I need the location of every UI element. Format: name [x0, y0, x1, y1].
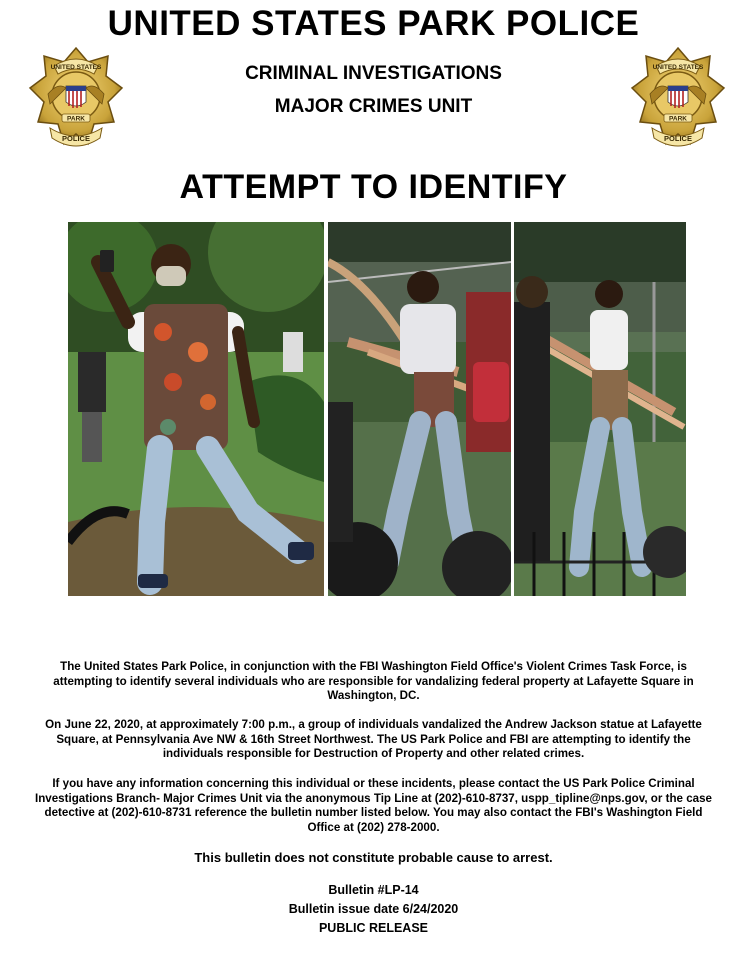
agency-title: UNITED STATES PARK POLICE [107, 4, 640, 43]
headline: ATTEMPT TO IDENTIFY [179, 168, 568, 206]
release-status: PUBLIC RELEASE [318, 921, 429, 935]
badge-text-bottom: POLICE [62, 134, 90, 143]
badge-text-top: UNITED STATES [652, 64, 704, 71]
badge-text-mid: PARK [669, 115, 687, 123]
suspect-photo-fence-pull [514, 222, 686, 596]
bulletin-issue-date: Bulletin issue date 6/24/2020 [288, 902, 459, 916]
badge-text-top: UNITED STATES [50, 64, 102, 71]
unit-title: MAJOR CRIMES UNIT [274, 96, 473, 117]
bulletin-number: Bulletin #LP-14 [328, 883, 419, 897]
disclaimer: This bulletin does not constitute probable cause to arrest. [194, 850, 553, 865]
division-title: CRIMINAL INVESTIGATIONS [245, 63, 502, 84]
paragraph-contact: If you have any information concerning this individual or these incidents, please contact the US Park Police Criminal Investigations Branch- Major Crimes Unit via the anonymous Tip Line at (202)-610-8737, uspp_tipline@nps.gov, or the case detective at (202)-610-8731 reference the bulletin number listed below. You may also contact the FBI's Washington Field Office at (202) 278-2000. [34, 777, 713, 834]
park-police-badge-icon [630, 44, 726, 172]
park-police-badge-icon [28, 44, 124, 172]
badge-text-mid: PARK [67, 115, 85, 123]
suspect-photo-selfie [68, 222, 324, 596]
badge-text-bottom: POLICE [664, 134, 692, 143]
paragraph-intro: The United States Park Police, in conjunction with the FBI Washington Field Office's Violent Crimes Task Force, is attempting to identify several individuals who are responsible for vandalizing federal property at Lafayette Square in Washington, DC. [53, 660, 694, 702]
suspect-photo-statue-pull [328, 222, 511, 596]
paragraph-incident: On June 22, 2020, at approximately 7:00 p.m., a group of individuals vandalized the Andrew Jackson statue at Lafayette Square, at Pennsylvania Ave NW & 16th Street Northwest. The US Park Police and FBI are attempting to identify the individuals responsible for Destruction of Property and other related crimes. [45, 718, 702, 760]
